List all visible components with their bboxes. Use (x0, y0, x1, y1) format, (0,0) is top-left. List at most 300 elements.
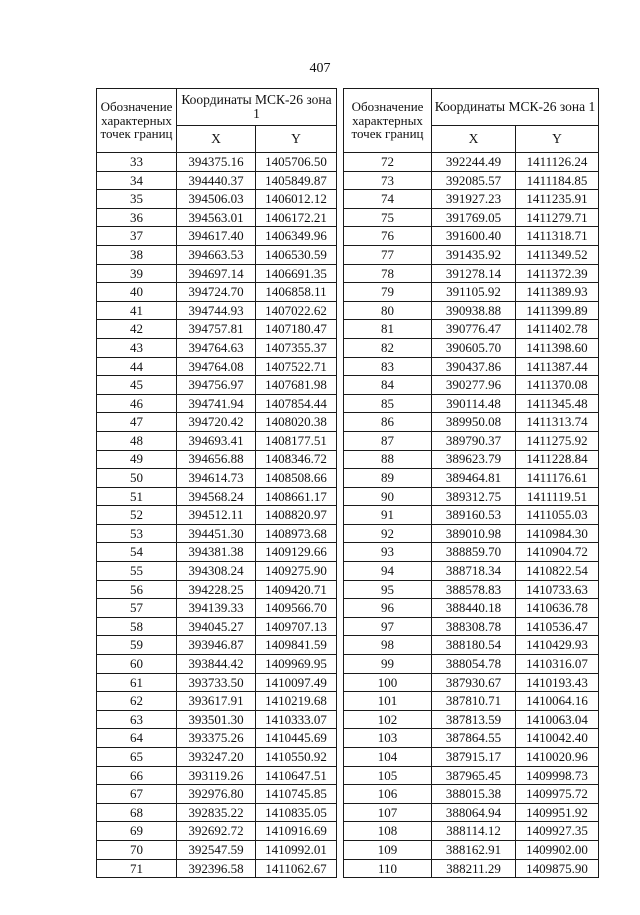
point-id-cell: 107 (344, 803, 432, 822)
y-coordinate-cell: 1411372.39 (516, 264, 599, 283)
y-coordinate-cell: 1409927.35 (516, 822, 599, 841)
x-coordinate-cell: 394757.81 (177, 320, 256, 339)
table-row (344, 729, 599, 748)
x-coordinate-cell: 394764.08 (177, 357, 256, 376)
y-coordinate-cell: 1406349.96 (256, 227, 337, 246)
point-id-cell: 72 (344, 153, 432, 172)
table-row (97, 710, 337, 729)
y-coordinate-cell: 1410536.47 (516, 617, 599, 636)
point-id-cell: 99 (344, 655, 432, 674)
point-label-header: Обозначение характерных точек границ (344, 89, 432, 153)
point-id-cell: 82 (344, 338, 432, 357)
point-id-cell: 50 (97, 469, 177, 488)
y-coordinate-cell: 1409902.00 (516, 840, 599, 859)
x-coordinate-cell: 394512.11 (177, 506, 256, 525)
table-row (344, 859, 599, 878)
table-row (344, 450, 599, 469)
point-id-cell: 78 (344, 264, 432, 283)
y-coordinate-cell: 1410020.96 (516, 748, 599, 767)
x-coordinate-cell: 394375.16 (177, 153, 256, 172)
y-coordinate-cell: 1408508.66 (256, 469, 337, 488)
table-row (97, 506, 337, 525)
point-id-cell: 93 (344, 543, 432, 562)
y-coordinate-cell: 1410992.01 (256, 840, 337, 859)
point-id-cell: 52 (97, 506, 177, 525)
point-id-cell: 104 (344, 748, 432, 767)
point-id-cell: 49 (97, 450, 177, 469)
table-row (97, 245, 337, 264)
table-row (97, 431, 337, 450)
x-coordinate-cell: 388064.94 (432, 803, 516, 822)
y-coordinate-cell: 1408973.68 (256, 524, 337, 543)
y-coordinate-cell: 1411176.61 (516, 469, 599, 488)
table-row (97, 524, 337, 543)
y-coordinate-cell: 1409707.13 (256, 617, 337, 636)
y-coordinate-cell: 1409275.90 (256, 562, 337, 581)
x-coordinate-cell: 393946.87 (177, 636, 256, 655)
x-coordinate-cell: 387813.59 (432, 710, 516, 729)
y-coordinate-cell: 1407854.44 (256, 394, 337, 413)
table-row (97, 338, 337, 357)
point-id-cell: 85 (344, 394, 432, 413)
table-row (344, 338, 599, 357)
table-row (97, 543, 337, 562)
table-row (344, 673, 599, 692)
y-column-header: Y (256, 126, 337, 153)
y-coordinate-cell: 1408020.38 (256, 413, 337, 432)
x-coordinate-cell: 389623.79 (432, 450, 516, 469)
x-coordinate-cell: 387915.17 (432, 748, 516, 767)
table-row (97, 413, 337, 432)
y-coordinate-cell: 1408346.72 (256, 450, 337, 469)
table-row (344, 413, 599, 432)
y-coordinate-cell: 1409129.66 (256, 543, 337, 562)
y-coordinate-cell: 1411399.89 (516, 301, 599, 320)
x-coordinate-cell: 393844.42 (177, 655, 256, 674)
point-id-cell: 56 (97, 580, 177, 599)
point-id-cell: 95 (344, 580, 432, 599)
x-coordinate-cell: 392244.49 (432, 153, 516, 172)
table-row (97, 487, 337, 506)
x-coordinate-cell: 394697.14 (177, 264, 256, 283)
x-coordinate-cell: 394656.88 (177, 450, 256, 469)
y-coordinate-cell: 1407022.62 (256, 301, 337, 320)
x-coordinate-cell: 388162.91 (432, 840, 516, 859)
y-coordinate-cell: 1410097.49 (256, 673, 337, 692)
table-row (97, 376, 337, 395)
point-id-cell: 55 (97, 562, 177, 581)
y-coordinate-cell: 1410647.51 (256, 766, 337, 785)
table-row (344, 580, 599, 599)
page-number: 407 (309, 61, 331, 76)
point-id-cell: 38 (97, 245, 177, 264)
y-coordinate-cell: 1410064.16 (516, 692, 599, 711)
point-id-cell: 102 (344, 710, 432, 729)
table-row (344, 320, 599, 339)
x-coordinate-cell: 394744.93 (177, 301, 256, 320)
x-coordinate-cell: 388015.38 (432, 785, 516, 804)
point-id-cell: 110 (344, 859, 432, 878)
x-column-header: X (432, 126, 516, 153)
y-coordinate-cell: 1411228.84 (516, 450, 599, 469)
x-column-header: X (177, 126, 256, 153)
x-coordinate-cell: 394764.63 (177, 338, 256, 357)
y-coordinate-cell: 1409951.92 (516, 803, 599, 822)
table-row (344, 376, 599, 395)
y-coordinate-cell: 1411055.03 (516, 506, 599, 525)
x-coordinate-cell: 394045.27 (177, 617, 256, 636)
point-id-cell: 39 (97, 264, 177, 283)
y-coordinate-cell: 1411119.51 (516, 487, 599, 506)
y-coordinate-cell: 1411387.44 (516, 357, 599, 376)
table-row (97, 469, 337, 488)
x-coordinate-cell: 388578.83 (432, 580, 516, 599)
x-coordinate-cell: 389790.37 (432, 431, 516, 450)
table-row (344, 617, 599, 636)
table-row (344, 208, 599, 227)
y-coordinate-cell: 1411398.60 (516, 338, 599, 357)
coordinates-table-left (96, 88, 337, 878)
table-row (97, 320, 337, 339)
y-coordinate-cell: 1411389.93 (516, 283, 599, 302)
point-id-cell: 37 (97, 227, 177, 246)
point-id-cell: 65 (97, 748, 177, 767)
x-coordinate-cell: 389312.75 (432, 487, 516, 506)
y-coordinate-cell: 1411313.74 (516, 413, 599, 432)
point-label-header: Обозначение характерных точек границ (97, 89, 177, 153)
y-coordinate-cell: 1409875.90 (516, 859, 599, 878)
x-coordinate-cell: 394724.70 (177, 283, 256, 302)
point-id-cell: 92 (344, 524, 432, 543)
y-coordinate-cell: 1411279.71 (516, 208, 599, 227)
x-coordinate-cell: 390938.88 (432, 301, 516, 320)
point-id-cell: 60 (97, 655, 177, 674)
coordinates-table-right (343, 88, 599, 878)
x-coordinate-cell: 388180.54 (432, 636, 516, 655)
point-id-cell: 100 (344, 673, 432, 692)
y-coordinate-cell: 1410333.07 (256, 710, 337, 729)
y-coordinate-cell: 1410193.43 (516, 673, 599, 692)
x-coordinate-cell: 393119.26 (177, 766, 256, 785)
point-id-cell: 47 (97, 413, 177, 432)
x-coordinate-cell: 394228.25 (177, 580, 256, 599)
y-coordinate-cell: 1409969.95 (256, 655, 337, 674)
x-coordinate-cell: 393501.30 (177, 710, 256, 729)
y-coordinate-cell: 1410550.92 (256, 748, 337, 767)
y-coordinate-cell: 1411235.91 (516, 190, 599, 209)
point-id-cell: 68 (97, 803, 177, 822)
point-id-cell: 57 (97, 599, 177, 618)
y-coordinate-cell: 1411062.67 (256, 859, 337, 878)
table-row (344, 543, 599, 562)
point-id-cell: 42 (97, 320, 177, 339)
point-id-cell: 64 (97, 729, 177, 748)
table-row (97, 301, 337, 320)
point-id-cell: 69 (97, 822, 177, 841)
x-coordinate-cell: 394451.30 (177, 524, 256, 543)
point-id-cell: 48 (97, 431, 177, 450)
table-row (344, 524, 599, 543)
y-coordinate-cell: 1411275.92 (516, 431, 599, 450)
point-id-cell: 70 (97, 840, 177, 859)
table-row (344, 562, 599, 581)
x-coordinate-cell: 392976.80 (177, 785, 256, 804)
table-row (97, 190, 337, 209)
x-coordinate-cell: 394756.97 (177, 376, 256, 395)
y-coordinate-cell: 1410916.69 (256, 822, 337, 841)
table-row (97, 785, 337, 804)
x-coordinate-cell: 388211.29 (432, 859, 516, 878)
x-coordinate-cell: 394381.38 (177, 543, 256, 562)
table-row (97, 692, 337, 711)
point-id-cell: 76 (344, 227, 432, 246)
y-coordinate-cell: 1410445.69 (256, 729, 337, 748)
x-coordinate-cell: 388440.18 (432, 599, 516, 618)
point-id-cell: 63 (97, 710, 177, 729)
y-column-header: Y (516, 126, 599, 153)
x-coordinate-cell: 392692.72 (177, 822, 256, 841)
y-coordinate-cell: 1410042.40 (516, 729, 599, 748)
x-coordinate-cell: 394693.41 (177, 431, 256, 450)
y-coordinate-cell: 1410219.68 (256, 692, 337, 711)
y-coordinate-cell: 1405706.50 (256, 153, 337, 172)
x-coordinate-cell: 387810.71 (432, 692, 516, 711)
x-coordinate-cell: 394568.24 (177, 487, 256, 506)
point-id-cell: 103 (344, 729, 432, 748)
table-row (344, 283, 599, 302)
x-coordinate-cell: 391105.92 (432, 283, 516, 302)
table-row (344, 636, 599, 655)
point-id-cell: 35 (97, 190, 177, 209)
y-coordinate-cell: 1409975.72 (516, 785, 599, 804)
x-coordinate-cell: 389950.08 (432, 413, 516, 432)
y-coordinate-cell: 1406012.12 (256, 190, 337, 209)
y-coordinate-cell: 1406172.21 (256, 208, 337, 227)
x-coordinate-cell: 394308.24 (177, 562, 256, 581)
point-id-cell: 94 (344, 562, 432, 581)
point-id-cell: 54 (97, 543, 177, 562)
table-row (344, 822, 599, 841)
y-coordinate-cell: 1410733.63 (516, 580, 599, 599)
x-coordinate-cell: 394139.33 (177, 599, 256, 618)
table-row (97, 283, 337, 302)
table-row (97, 264, 337, 283)
x-coordinate-cell: 393247.20 (177, 748, 256, 767)
table-row (97, 562, 337, 581)
table-row (97, 822, 337, 841)
point-id-cell: 97 (344, 617, 432, 636)
point-id-cell: 53 (97, 524, 177, 543)
y-coordinate-cell: 1411370.08 (516, 376, 599, 395)
table-row (344, 840, 599, 859)
x-coordinate-cell: 388859.70 (432, 543, 516, 562)
point-id-cell: 79 (344, 283, 432, 302)
y-coordinate-cell: 1407180.47 (256, 320, 337, 339)
table-row (344, 766, 599, 785)
y-coordinate-cell: 1409420.71 (256, 580, 337, 599)
x-coordinate-cell: 387864.55 (432, 729, 516, 748)
table-row (344, 710, 599, 729)
point-id-cell: 89 (344, 469, 432, 488)
point-id-cell: 83 (344, 357, 432, 376)
x-coordinate-cell: 392547.59 (177, 840, 256, 859)
table-row (97, 803, 337, 822)
x-coordinate-cell: 390437.86 (432, 357, 516, 376)
point-id-cell: 101 (344, 692, 432, 711)
table-row (344, 190, 599, 209)
point-id-cell: 43 (97, 338, 177, 357)
x-coordinate-cell: 391435.92 (432, 245, 516, 264)
x-coordinate-cell: 393733.50 (177, 673, 256, 692)
table-row (97, 617, 337, 636)
coord-system-header: Координаты МСК-26 зона 1 (177, 89, 337, 126)
y-coordinate-cell: 1411318.71 (516, 227, 599, 246)
x-coordinate-cell: 391600.40 (432, 227, 516, 246)
y-coordinate-cell: 1410745.85 (256, 785, 337, 804)
y-coordinate-cell: 1406530.59 (256, 245, 337, 264)
x-coordinate-cell: 390114.48 (432, 394, 516, 413)
y-coordinate-cell: 1406691.35 (256, 264, 337, 283)
x-coordinate-cell: 388308.78 (432, 617, 516, 636)
table-body-right (344, 153, 599, 878)
y-coordinate-cell: 1411349.52 (516, 245, 599, 264)
x-coordinate-cell: 388114.12 (432, 822, 516, 841)
x-coordinate-cell: 389010.98 (432, 524, 516, 543)
x-coordinate-cell: 393617.91 (177, 692, 256, 711)
x-coordinate-cell: 390277.96 (432, 376, 516, 395)
point-id-cell: 96 (344, 599, 432, 618)
x-coordinate-cell: 394614.73 (177, 469, 256, 488)
x-coordinate-cell: 389464.81 (432, 469, 516, 488)
point-id-cell: 67 (97, 785, 177, 804)
table-row (97, 766, 337, 785)
x-coordinate-cell: 391278.14 (432, 264, 516, 283)
point-id-cell: 90 (344, 487, 432, 506)
point-id-cell: 108 (344, 822, 432, 841)
x-coordinate-cell: 387930.67 (432, 673, 516, 692)
table-row (344, 785, 599, 804)
point-id-cell: 106 (344, 785, 432, 804)
x-coordinate-cell: 388718.34 (432, 562, 516, 581)
table-row (344, 487, 599, 506)
x-coordinate-cell: 387965.45 (432, 766, 516, 785)
table-row (97, 673, 337, 692)
y-coordinate-cell: 1409998.73 (516, 766, 599, 785)
y-coordinate-cell: 1405849.87 (256, 171, 337, 190)
x-coordinate-cell: 392085.57 (432, 171, 516, 190)
table-row (344, 153, 599, 172)
point-id-cell: 81 (344, 320, 432, 339)
table-row (344, 748, 599, 767)
x-coordinate-cell: 394741.94 (177, 394, 256, 413)
point-id-cell: 44 (97, 357, 177, 376)
point-id-cell: 74 (344, 190, 432, 209)
x-coordinate-cell: 391769.05 (432, 208, 516, 227)
table-row (344, 469, 599, 488)
table-row (97, 599, 337, 618)
coord-system-header: Координаты МСК-26 зона 1 (432, 89, 599, 126)
point-id-cell: 71 (97, 859, 177, 878)
table-row (344, 264, 599, 283)
x-coordinate-cell: 394506.03 (177, 190, 256, 209)
point-id-cell: 46 (97, 394, 177, 413)
point-id-cell: 109 (344, 840, 432, 859)
point-id-cell: 66 (97, 766, 177, 785)
x-coordinate-cell: 392835.22 (177, 803, 256, 822)
y-coordinate-cell: 1410835.05 (256, 803, 337, 822)
y-coordinate-cell: 1410429.93 (516, 636, 599, 655)
table-row (97, 748, 337, 767)
table-row (344, 803, 599, 822)
table-body-left (97, 153, 337, 878)
point-id-cell: 59 (97, 636, 177, 655)
y-coordinate-cell: 1410984.30 (516, 524, 599, 543)
x-coordinate-cell: 394720.42 (177, 413, 256, 432)
x-coordinate-cell: 391927.23 (432, 190, 516, 209)
table-row (344, 431, 599, 450)
table-row (344, 357, 599, 376)
table-row (97, 655, 337, 674)
table-row (344, 227, 599, 246)
point-id-cell: 51 (97, 487, 177, 506)
x-coordinate-cell: 388054.78 (432, 655, 516, 674)
y-coordinate-cell: 1407681.98 (256, 376, 337, 395)
table-row (97, 227, 337, 246)
point-id-cell: 36 (97, 208, 177, 227)
table-row (344, 171, 599, 190)
table-row (97, 840, 337, 859)
point-id-cell: 33 (97, 153, 177, 172)
table-row (344, 506, 599, 525)
table-row (97, 208, 337, 227)
x-coordinate-cell: 390776.47 (432, 320, 516, 339)
y-coordinate-cell: 1407522.71 (256, 357, 337, 376)
y-coordinate-cell: 1411345.48 (516, 394, 599, 413)
point-id-cell: 87 (344, 431, 432, 450)
point-id-cell: 45 (97, 376, 177, 395)
x-coordinate-cell: 392396.58 (177, 859, 256, 878)
table-row (97, 580, 337, 599)
y-coordinate-cell: 1410636.78 (516, 599, 599, 618)
point-id-cell: 75 (344, 208, 432, 227)
table-row (97, 729, 337, 748)
table-row (97, 636, 337, 655)
y-coordinate-cell: 1410316.07 (516, 655, 599, 674)
y-coordinate-cell: 1410063.04 (516, 710, 599, 729)
y-coordinate-cell: 1407355.37 (256, 338, 337, 357)
point-id-cell: 88 (344, 450, 432, 469)
table-row (344, 301, 599, 320)
point-id-cell: 34 (97, 171, 177, 190)
point-id-cell: 86 (344, 413, 432, 432)
table-row (344, 245, 599, 264)
table-row (97, 859, 337, 878)
y-coordinate-cell: 1408820.97 (256, 506, 337, 525)
table-row (344, 655, 599, 674)
x-coordinate-cell: 394617.40 (177, 227, 256, 246)
y-coordinate-cell: 1410904.72 (516, 543, 599, 562)
table-row (97, 171, 337, 190)
y-coordinate-cell: 1410822.54 (516, 562, 599, 581)
y-coordinate-cell: 1409566.70 (256, 599, 337, 618)
point-id-cell: 84 (344, 376, 432, 395)
y-coordinate-cell: 1406858.11 (256, 283, 337, 302)
x-coordinate-cell: 389160.53 (432, 506, 516, 525)
table-row (97, 450, 337, 469)
x-coordinate-cell: 390605.70 (432, 338, 516, 357)
x-coordinate-cell: 394440.37 (177, 171, 256, 190)
point-id-cell: 40 (97, 283, 177, 302)
